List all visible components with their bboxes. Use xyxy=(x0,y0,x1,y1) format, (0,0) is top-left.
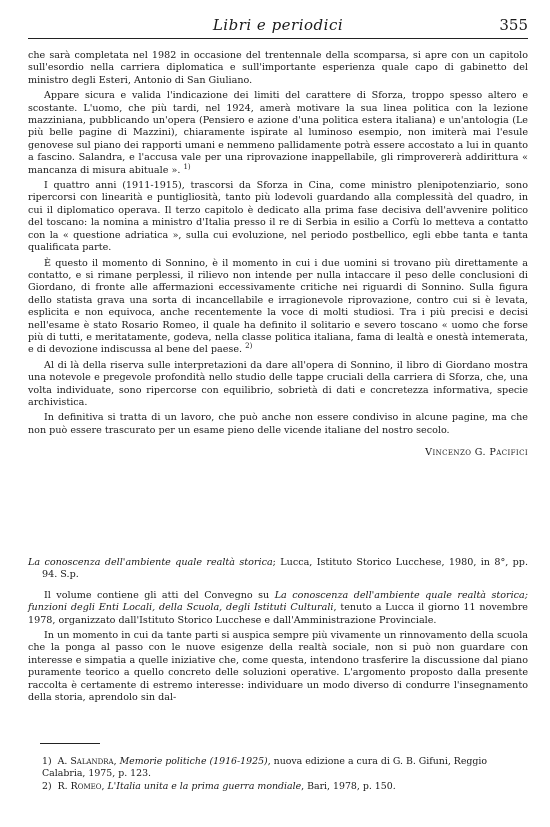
footnotes xyxy=(28,756,528,793)
citation-details: ; Lucca, Istituto Storico Lucchese, 1980, in 8°, pp. 94. S.p. xyxy=(42,557,528,581)
footnote-1: 1) A. Salandra, Memorie politiche (1916-1925), nuova edizione a cura di G. B. Gifuni, Reggio Calabria, 1975, p. 123. xyxy=(42,756,488,780)
citation-title: La conoscenza dell'ambiente quale realtà storica xyxy=(28,557,273,568)
paragraph-1: che sarà completata nel 1982 in occasione del trentennale della scomparsa, si apre con un capitolo sull'esordio nella carriera diplomatica e sull'importante esperienza quale capo di gabinetto del ministro degli Esteri, Antonio di San Giuliano. xyxy=(28,50,528,86)
paragraph-2 xyxy=(28,90,528,177)
review-citation xyxy=(28,557,528,582)
paragraph-4 xyxy=(28,258,528,357)
footnote-rule xyxy=(40,743,100,744)
book-review xyxy=(28,557,528,707)
running-header xyxy=(28,14,528,39)
footnote-1-rest: , nuova edizione a cura di G. B. Gifuni, Reggio Calabria, 1975, p. 123. xyxy=(42,756,488,780)
footnote-2: 2) R. Romeo, L'Italia unita e la prima guerra mondiale, Bari, 1978, p. 150. xyxy=(42,780,396,792)
review-paragraph-2: In un momento in cui da tante parti si auspica sempre più vivamente un rinnovamento della scuola che la ponga al passo con le nuove esigenze della realtà sociale, non si può non guardare con interesse e simpatia a quelle iniziative che, come questa, intendono trasferire la discussione dal piano puramente teorico a quello concreto delle soluzioni operative. L'argomento proposto dalla presente raccolta è certamente di estremo interesse: individuare un modo diverso di condurre l'insegnamento della storia, aprendolo sin dal- xyxy=(28,630,528,704)
note-ref-2: 2) xyxy=(245,342,253,351)
footnote-2-title: L'Italia unita e la prima guerra mondiale xyxy=(107,780,302,792)
footnote-1-label: 1) xyxy=(42,756,52,767)
review-p1-title: La conoscenza dell'ambiente quale realtà storica; funzioni degli Enti Locali, della Scuola, degli Istituti Culturali xyxy=(28,589,528,614)
review-paragraph-1 xyxy=(28,590,528,627)
review-p1-start: Il volume contiene gli atti del Convegno su xyxy=(44,589,275,601)
paragraph-5: Al di là della riserva sulle interpretazioni da dare all'opera di Sonnino, il libro di Giordano mostra una notevole e pregevole profondità nello studio delle tappe cruciali della carriera di Sforza, che, una volta individuate, sono ripercorse con equilibrio, sobrietà di dati e concretezza informativa, specie archivistica. xyxy=(28,359,528,408)
running-title: Libri e periodici xyxy=(212,16,344,34)
page-number: 355 xyxy=(499,16,528,34)
footnote-2-rest: , Bari, 1978, p. 150. xyxy=(301,780,396,792)
paragraph-6: In definitiva si tratta di un lavoro, che può anche non essere condiviso in alcune pagine, ma che non può essere trascurato per un esame pieno delle vicende italiane del nostro secolo. xyxy=(28,412,528,436)
note-ref-1: 1) xyxy=(183,162,191,171)
article-body xyxy=(28,50,528,460)
footnote-2-author: R. Romeo xyxy=(57,780,102,792)
footnote-1-author: A. Salandra xyxy=(57,756,114,767)
footnote-1-title: Memorie politiche (1916-1925) xyxy=(119,756,268,767)
review-signature: Vincenzo G. Pacifici xyxy=(425,447,528,459)
paragraph-3: I quattro anni (1911-1915), trascorsi da Sforza in Cina, come ministro plenipotenziario, sono ripercorsi con linearità e puntigliosità, tanto più lodevoli guardando alla complessità del quadro, in cui il diplomatico operava. Il terzo capitolo è dedicato alla prima fase decisiva dell'avvenire politico del toscano: la nomina a ministro d'Italia presso il re di Serbia in esilio a Corfù lo metteva a contatto con la « questione adriatica », sulla cui evoluzione, nel periodo postbellico, egli ebbe tanta e tanta qualificata parte. xyxy=(28,180,528,254)
paragraph-4-text: È questo il momento di Sonnino, è il momento in cui i due uomini si trovano più direttamente a contatto, e si rimane perplessi, il rilievo non intende per nulla intaccare il peso delle conclusioni di Giordano, di fronte alle affermazioni eccessivamente critiche nei riguardi di Sonnino. Sulla figura dello statista grava una sorta di incancellabile e irragionevole riprovazione, contro cui si è levata, esplicita e non equivoca, anche recentemente la voce di molti studiosi. Tra i più precisi e decisi nell'esame è stato Rosario Romeo, il quale ha definito il solitario e severo toscano « uomo che forse più di tutti, e meritatamente, godeva, nella classe politica italiana, fama di lealtà e onestà intemerata, e di devozione indiscussa al bene del paese. xyxy=(28,257,528,356)
footnote-2-label: 2) xyxy=(42,780,52,792)
paragraph-2-text: Appare sicura e valida l'indicazione dei limiti del carattere di Sforza, troppo spesso altero e scostante. L'uomo, che più tardi, nel 1924, amerà motivare la sua linea politica con la lezione mazziniana, pubblicando un'opera (Pensiero e azione d'una politica estera italiana) e un'antologia (Le più belle pagine di Mazzini), chiaramente ispirate al luminoso esempio, non imiterà mai l'esule genovese sul piano dei rapporti umani e nemmeno pallidamente potrà essere accostato a lui in quanto a fascino. Salandra, e l'accusa vale per una riprovazione inappellabile, gli rimprovererà addirittura « mancanza di misura abituale ». xyxy=(28,90,528,176)
review-p1-end: , tenuto a Lucca il giorno 11 novembre 1978, organizzato dall'Istituto Storico Lucchese e dall'Amministrazione Provinciale. xyxy=(28,602,528,626)
